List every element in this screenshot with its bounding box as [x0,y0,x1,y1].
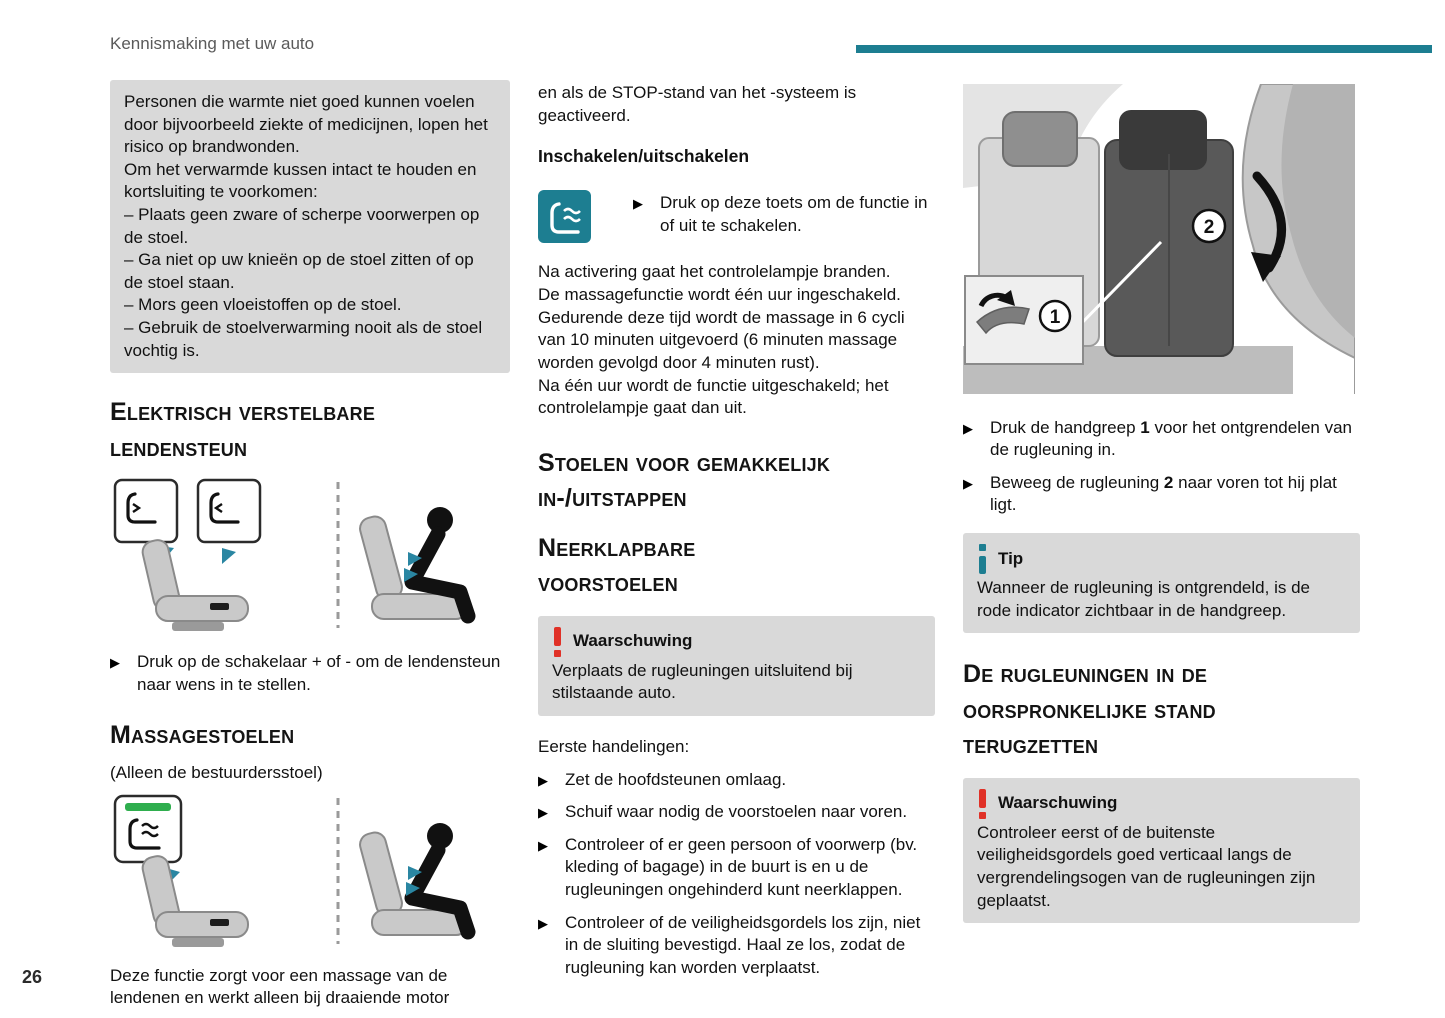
bullet-arrow-icon: ▶ [538,837,548,853]
column-right [963,84,1360,923]
step-item: ▶ Schuif waar nodig de voorstoelen naar voren. [538,801,935,824]
massage-seat-button-icon [538,190,591,243]
bullet-arrow-icon: ▶ [538,805,548,821]
section-heading-easy-access: Stoelen voor gemakkelijk in-/uitstappen [538,448,831,513]
label-1: 1 [1049,307,1061,328]
paragraph-line: Gedurende deze tijd wordt de massage in 6 cycli van 10 minuten uitgevoerd (6 minuten massage worden gevolgd door 4 minuten rust). [538,307,905,372]
massage-seat-illustration [110,790,510,957]
step-item: ▶ Controleer of er geen persoon of voorwerp (bv. kleding of bagage) in de buurt is en u de rugleuningen ongehinderd kunt neerklappen. [538,834,935,902]
warning-title: Waarschuwing [573,631,693,651]
section-heading-folding-seats: Neerklapbare voorstoelen [538,533,696,598]
massage-button-row [538,190,935,243]
step-item: ▶ Zet de hoofdsteunen omlaag. [538,769,935,792]
notice-line: Om het verwarmde kussen intact te houden en kortsluiting te voorkomen: [124,159,477,202]
section-heading-return-backrests: De rugleuningen in de oorspronkelijke stand terugzetten [963,660,1216,760]
warning-text: Controleer eerst of de buitenste veiligheidsgordels goed verticaal langs de vergrendelingsogen van de rugleuningen zijn geplaatst. [977,822,1316,910]
first-steps-label: Eerste handelingen: [538,736,690,756]
lumbar-illustration-svg [110,474,505,634]
rear-seat-illustration-svg [963,84,1355,394]
tip-header [977,544,1346,574]
heating-caution-box [110,80,510,373]
bullet-arrow-icon: ▶ [963,420,973,436]
warning-header [977,789,1346,819]
lumbar-adjust-illustration [110,474,510,641]
warning-box-2 [963,778,1360,923]
seat-wave-icon [545,197,585,237]
paragraph-line: Na één uur wordt de functie uitgeschakeld; het controlelampje gaat dan uit. [538,375,889,418]
button-instruction [633,192,935,243]
breadcrumb: Kennismaking met uw auto [110,34,315,53]
section-heading-lumbar: Elektrisch verstelbare lendensteun [110,398,376,462]
info-icon [977,544,987,574]
bullet-arrow-icon: ▶ [633,196,643,212]
step-item: ▶ Controleer of de veiligheidsgordels los zijn, niet in de sluiting bevestigd. Haal ze los, zodat de rugleuning kan worden verplaatst. [538,912,935,980]
notice-line: Personen die warmte niet goed kunnen voelen door bijvoorbeeld ziekte of medicijnen, lopen het risico op brandwonden. [124,92,488,157]
massage-description: Deze functie zorgt voor een massage van de lendenen en werkt alleen bij draaiende motor [110,965,450,1008]
notice-line: – Gebruik de stoelverwarming nooit als de stoel vochtig is. [124,318,483,360]
tip-text: Wanneer de rugleuning is ontgrendeld, is de rode indicator zichtbaar in de handgreep. [977,578,1310,620]
page-number: 26 [22,967,43,987]
tip-box [963,533,1360,633]
button-instruction-text: Druk op deze toets om de functie in of uit te schakelen. [660,193,928,236]
warning-exclamation-icon [552,627,562,657]
bullet-arrow-icon: ▶ [110,654,120,670]
paragraph-line: De massagefunctie wordt één uur ingeschakeld. [538,285,901,305]
bullet-arrow-icon: ▶ [963,475,973,491]
fold-step-1 [963,417,1360,462]
rear-seat-folding-illustration [963,84,1360,401]
intro-text: en als de STOP-stand van het -systeem is geactiveerd. [538,83,857,125]
warning-title: Waarschuwing [998,793,1118,813]
lumbar-instruction [110,651,510,696]
warning-header [552,627,921,657]
paragraph-line: Na activering gaat het controlelampje branden. [538,262,891,282]
fold-step-1-text: Druk de handgreep 1 voor het ontgrendelen van de rugleuning in. [990,417,1353,460]
massage-note: (Alleen de bestuurdersstoel) [110,762,323,782]
notice-line: – Ga niet op uw knieën op de stoel zitten of op de stoel staan. [124,250,474,292]
warning-text: Verplaats de rugleuningen uitsluitend bij stilstaande auto. [552,660,853,703]
fold-step-2 [963,472,1360,517]
activation-paragraph [538,261,935,419]
bullet-arrow-icon: ▶ [538,772,548,788]
tip-title: Tip [998,548,1024,568]
warning-exclamation-icon [977,789,987,819]
section-heading-massage: Massagestoelen [110,721,295,750]
notice-line: – Mors geen vloeistoffen op de stoel. [124,295,402,315]
bullet-arrow-icon: ▶ [538,915,548,931]
fold-step-2-text: Beweeg de rugleuning 2 naar voren tot hij plat ligt. [990,472,1337,515]
massage-illustration-svg [110,790,505,950]
label-2: 2 [1203,217,1215,238]
column-left [110,80,510,1010]
warning-box [538,616,935,716]
header-accent-bar [856,45,1432,53]
notice-line: – Plaats geen zware of scherpe voorwerpen op de stoel. [124,205,480,247]
lumbar-instruction-text: Druk op de schakelaar + of - om de lendensteun naar wens in te stellen. [137,651,501,694]
column-middle [538,80,935,989]
subheading-on-off: Inschakelen/uitschakelen [538,146,750,167]
